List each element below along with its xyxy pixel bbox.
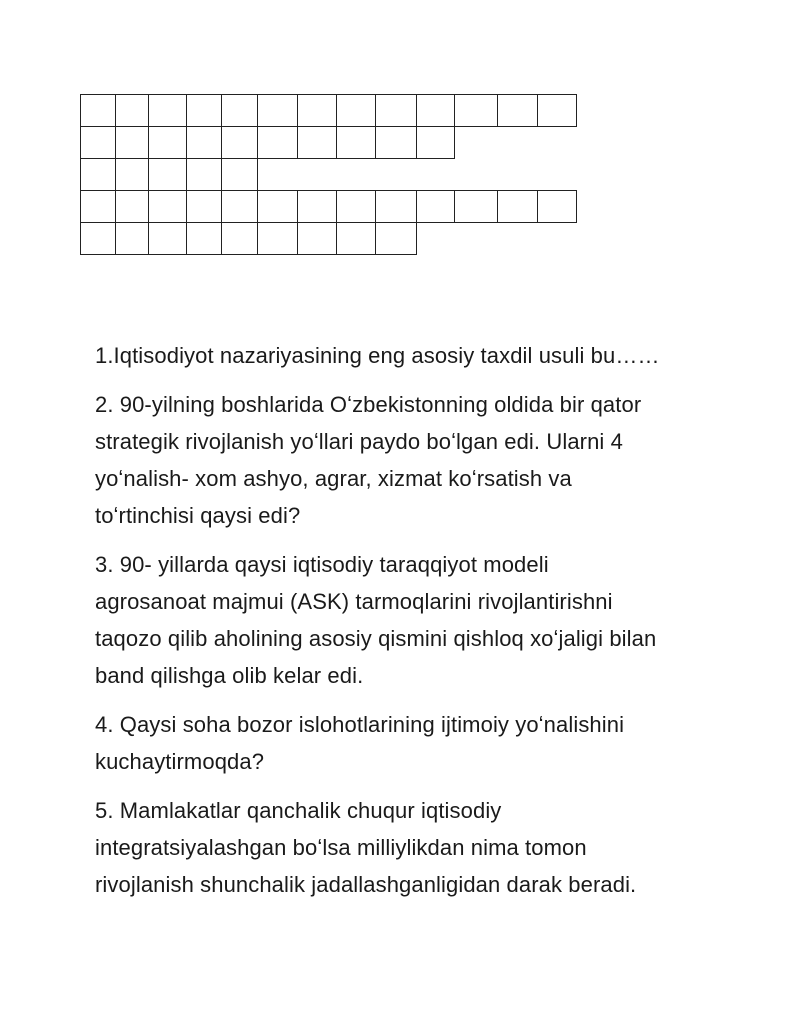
crossword-cell[interactable] — [186, 94, 222, 127]
question-1 — [95, 337, 735, 374]
crossword-cell[interactable] — [497, 94, 538, 127]
crossword-cell[interactable] — [257, 126, 298, 159]
crossword-cell[interactable] — [221, 94, 258, 127]
question-line: 1.Iqtisodiyot nazariyasining eng asosiy taxdil usuli bu…… — [95, 343, 660, 368]
question-5 — [95, 792, 735, 903]
question-line: kuchaytirmoqda? — [95, 749, 265, 774]
question-line: agrosanoat majmui (ASK) tarmoqlarini rivojlantirishni — [95, 589, 613, 614]
crossword-cell[interactable] — [221, 190, 258, 223]
crossword-cell[interactable] — [537, 94, 577, 127]
crossword-cell[interactable] — [80, 126, 116, 159]
crossword-cell[interactable] — [186, 222, 222, 255]
crossword-cell[interactable] — [257, 190, 298, 223]
question-list — [95, 337, 735, 915]
crossword-cell[interactable] — [336, 222, 376, 255]
crossword-cell[interactable] — [148, 158, 187, 191]
question-line: rivojlanish shunchalik jadallashganligidan darak beradi. — [95, 872, 637, 897]
crossword-cell[interactable] — [80, 94, 116, 127]
crossword-grid — [0, 0, 800, 300]
question-line: 5. Mamlakatlar qanchalik chuqur iqtisodiy — [95, 798, 502, 823]
crossword-cell[interactable] — [115, 158, 149, 191]
question-line: yoʻnalish- xom ashyo, agrar, xizmat koʻrsatish va — [95, 466, 572, 491]
crossword-cell[interactable] — [80, 158, 116, 191]
question-line: 4. Qaysi soha bozor islohotlarining ijtimoiy yoʻnalishini — [95, 712, 625, 737]
crossword-cell[interactable] — [148, 190, 187, 223]
question-3 — [95, 546, 735, 694]
question-line: taqozo qilib aholining asosiy qismini qishloq xoʻjaligi bilan — [95, 626, 657, 651]
crossword-cell[interactable] — [80, 190, 116, 223]
crossword-cell[interactable] — [537, 190, 577, 223]
crossword-cell[interactable] — [221, 158, 258, 191]
crossword-cell[interactable] — [297, 94, 337, 127]
crossword-cell[interactable] — [454, 94, 498, 127]
crossword-cell[interactable] — [375, 190, 417, 223]
question-line: integratsiyalashgan boʻlsa milliylikdan nima tomon — [95, 835, 587, 860]
crossword-cell[interactable] — [416, 190, 455, 223]
crossword-cell[interactable] — [115, 126, 149, 159]
crossword-cell[interactable] — [297, 190, 337, 223]
crossword-cell[interactable] — [297, 222, 337, 255]
crossword-cell[interactable] — [375, 94, 417, 127]
crossword-cell[interactable] — [336, 126, 376, 159]
crossword-cell[interactable] — [186, 126, 222, 159]
crossword-cell[interactable] — [80, 222, 116, 255]
crossword-cell[interactable] — [148, 126, 187, 159]
crossword-cell[interactable] — [375, 222, 417, 255]
crossword-cell[interactable] — [416, 94, 455, 127]
question-line: 2. 90-yilning boshlarida Oʻzbekistonning oldida bir qator — [95, 392, 642, 417]
question-line: 3. 90- yillarda qaysi iqtisodiy taraqqiyot modeli — [95, 552, 549, 577]
crossword-cell[interactable] — [221, 222, 258, 255]
crossword-cell[interactable] — [416, 126, 455, 159]
crossword-cell[interactable] — [297, 126, 337, 159]
question-line: toʻrtinchisi qaysi edi? — [95, 503, 301, 528]
crossword-cell[interactable] — [257, 94, 298, 127]
crossword-cell[interactable] — [454, 190, 498, 223]
crossword-cell[interactable] — [115, 94, 149, 127]
crossword-cell[interactable] — [336, 94, 376, 127]
crossword-cell[interactable] — [115, 222, 149, 255]
crossword-cell[interactable] — [148, 222, 187, 255]
crossword-cell[interactable] — [497, 190, 538, 223]
crossword-cell[interactable] — [336, 190, 376, 223]
question-4 — [95, 706, 735, 780]
crossword-cell[interactable] — [375, 126, 417, 159]
crossword-cell[interactable] — [186, 190, 222, 223]
crossword-cell[interactable] — [186, 158, 222, 191]
crossword-cell[interactable] — [257, 222, 298, 255]
question-line: band qilishga olib kelar edi. — [95, 663, 364, 688]
crossword-cell[interactable] — [148, 94, 187, 127]
question-2 — [95, 386, 735, 534]
crossword-cell[interactable] — [115, 190, 149, 223]
crossword-cell[interactable] — [221, 126, 258, 159]
question-line: strategik rivojlanish yoʻllari paydo boʻlgan edi. Ularni 4 — [95, 429, 623, 454]
